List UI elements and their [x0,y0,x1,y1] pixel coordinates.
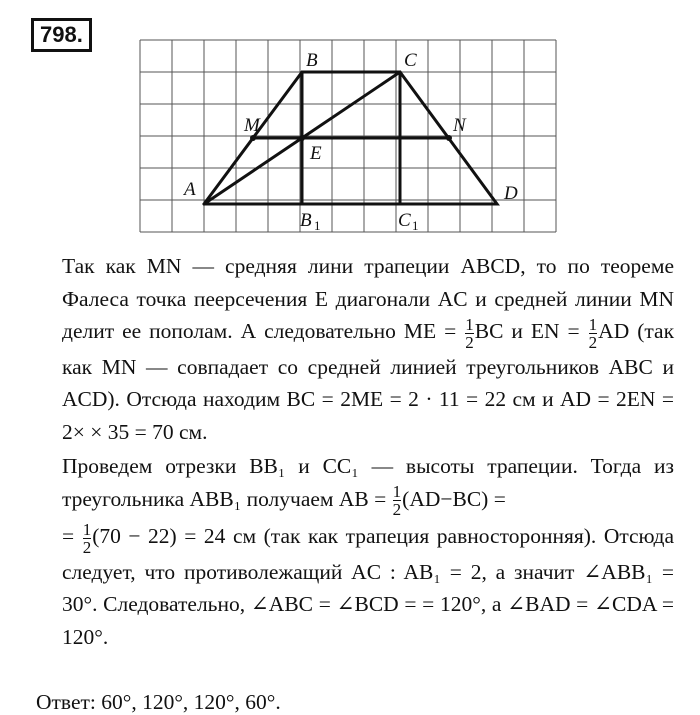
fraction: $\frac{1}{2}$ [465,314,474,352]
label-m: M [244,115,260,136]
trapezoid-figure [0,0,700,250]
paragraph-2: Проведем отрезки BB₁ и CC₁ — высоты трапеции. Тогда из треугольника ABB₁ получаем AB = $\frac{1}{2}$ (AD−BC) = [62,454,674,520]
label-b1-sub: 1 [314,218,321,233]
label-c1-sub: 1 [412,218,419,233]
label-n: N [453,115,466,136]
fraction: $\frac{1}{2}$ [588,314,598,352]
label-e: E [310,143,322,164]
trapezoid-lines [204,72,497,204]
fraction: $\frac{1}{2}$ [82,519,92,557]
label-c1: C [398,210,411,231]
solution-text [62,250,674,653]
label-a: A [184,179,196,200]
answer-line: Ответ: 60°, 120°, 120°, 60°. [36,690,281,714]
label-b: B [306,50,318,71]
label-d: D [504,183,518,204]
fraction: $\frac{1}{2}$ [392,482,402,520]
problem-number: 798. [31,18,92,52]
paragraph-3: = $\frac{1}{2}$ (70 − 22) = 24 см (так как трапеция равносторонняя). Отсюда следует, что противолежащий AC : AB₁ = 2, а значит ∠ABB₁ = 30°. Следовательно, ∠ABC = ∠BCD = = 120°, а ∠BAD = ∠CDA = 120°. [62,519,674,649]
label-b1: B [300,210,312,231]
label-c: C [404,50,417,71]
paragraph-1: Так как MN — средняя лини трапеции ABCD, то по теореме Фалеса точка пеерсечения E диагонали AC и средней линии MN делит ее пополам. А следовательно ME = $\frac{1}{2}$ BC и EN = $\frac{1}{2}$ AD (так как MN — совпадает со средней линией треугольников ABC и ACD). Отсюда находим BC = 2ME = 2 · 11 = 22 см и AD = 2EN = 2× × 35 = 70 см. [62,254,675,444]
